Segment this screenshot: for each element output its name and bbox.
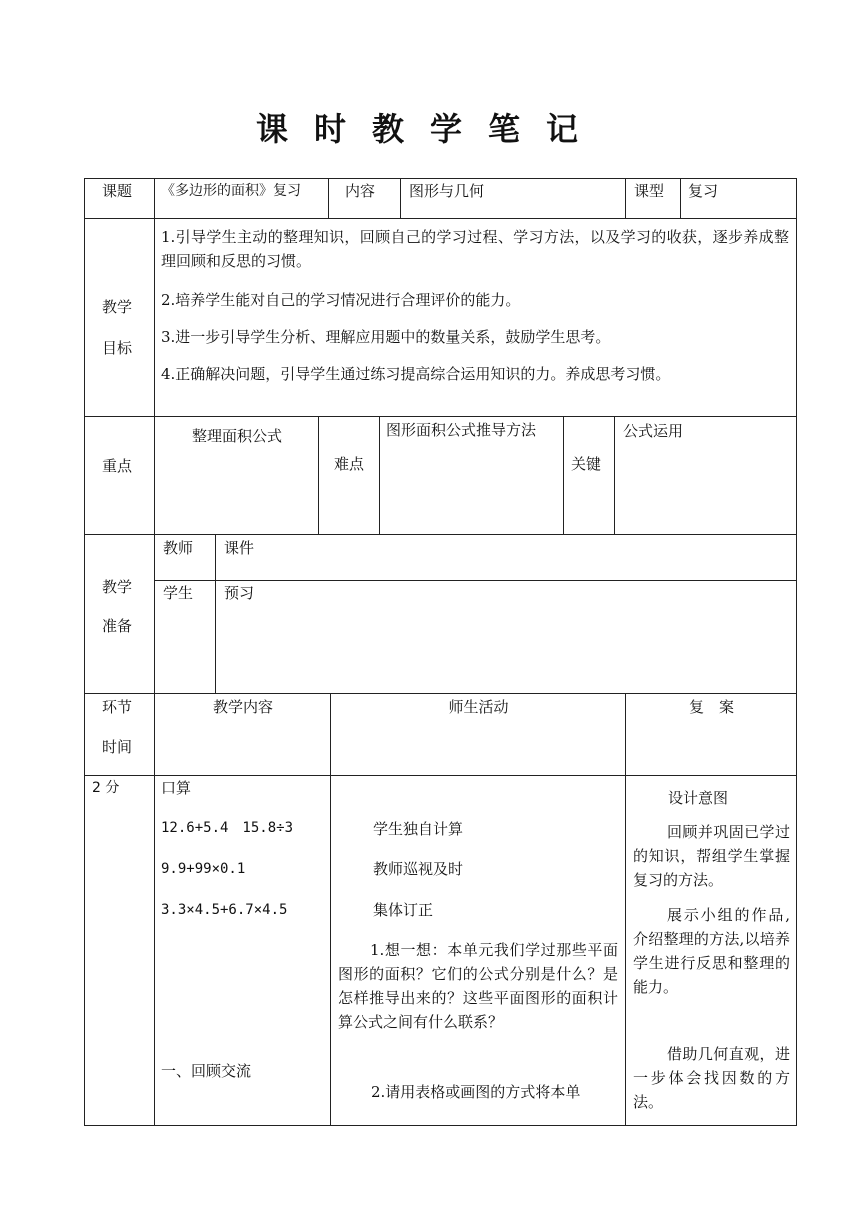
content-value: 图形与几何	[409, 182, 485, 200]
column-divider	[215, 534, 216, 693]
design-intent-paragraph: 借助几何直观，进一步体会找因数的方法。	[633, 1045, 790, 1111]
column-divider	[154, 178, 155, 1126]
activity-line: 学生独自计算	[373, 820, 464, 838]
row-divider	[84, 775, 797, 776]
math-expression: 12.6+5.4 15.8÷3	[161, 820, 294, 836]
row-divider	[155, 580, 797, 581]
stage-label-2: 时间	[102, 738, 133, 756]
difficult-point-label: 难点	[334, 455, 365, 473]
table-border-right	[796, 178, 797, 1126]
activity-paragraph: 1.想一想：本单元我们学过那些平面图形的面积？它们的公式分别是什么？是怎样推导出来的？这些平面图形的面积计算公式之间有什么联系？	[338, 941, 618, 1031]
row-divider	[84, 534, 797, 535]
design-intent-title: 设计意图	[668, 789, 729, 807]
topic-value: 《多边形的面积》复习	[161, 183, 301, 199]
column-divider	[625, 178, 626, 218]
objective-item: 4.正确解决问题，引导学生通过练习提高综合运用知识的力。养成思考习惯。	[161, 365, 671, 383]
column-divider	[379, 416, 380, 534]
objectives-label-1: 教学	[102, 298, 133, 316]
content-label: 内容	[345, 182, 376, 200]
lesson-type-value: 复习	[688, 182, 719, 200]
mental-math-title: 口算	[161, 779, 192, 797]
math-expression: 3.3×4.5+6.7×4.5	[161, 902, 288, 918]
stage-label-1: 环节	[102, 698, 133, 716]
student-value: 预习	[224, 584, 255, 602]
activity-paragraph: 2.请用表格或画图的方式将本单	[371, 1083, 581, 1101]
table-border-top	[84, 178, 797, 179]
row-divider	[84, 218, 797, 219]
time-value: 2 分	[92, 780, 120, 796]
column-divider	[330, 693, 331, 1125]
column-divider	[328, 178, 329, 218]
objective-item: 3.进一步引导学生分析、理解应用题中的数量关系，鼓励学生思考。	[161, 328, 611, 346]
difficult-point-value: 图形面积公式推导方法	[386, 421, 537, 439]
crux-label: 关键	[571, 455, 602, 473]
column-divider	[625, 693, 626, 1125]
column-divider	[680, 178, 681, 218]
topic-label: 课题	[102, 182, 133, 200]
column-divider	[563, 416, 564, 534]
design-intent-paragraph: 回顾并巩固已学过的知识，帮组学生掌握复习的方法。	[633, 823, 790, 889]
lesson-type-label: 课型	[634, 182, 665, 200]
crux-value: 公式运用	[623, 422, 684, 440]
objectives-label-2: 目标	[102, 339, 133, 357]
content-header: 教学内容	[212, 698, 273, 716]
preparation-label-1: 教学	[102, 578, 133, 596]
preparation-label-2: 准备	[102, 617, 133, 635]
activity-header: 师生活动	[448, 698, 509, 716]
objective-item: 1.引导学生主动的整理知识，回顾自己的学习过程、学习方法，以及学习的收获，逐步养成整理回顾和反思的习惯。	[161, 228, 789, 270]
design-intent-paragraph: 展示小组的作品,介绍整理的方法,以培养学生进行反思和整理的能力。	[633, 906, 790, 996]
activity-line: 教师巡视及时	[373, 860, 464, 878]
objective-item: 2.培养学生能对自己的学习情况进行合理评价的能力。	[161, 291, 521, 309]
math-expression: 9.9+99×0.1	[161, 861, 246, 877]
column-divider	[400, 178, 401, 218]
key-point-label: 重点	[102, 457, 133, 475]
row-divider	[84, 693, 797, 694]
page-title: 课时教学笔记	[255, 110, 604, 148]
row-divider	[84, 416, 797, 417]
teacher-value: 课件	[224, 539, 255, 557]
column-divider	[614, 416, 615, 534]
section-title: 一、回顾交流	[161, 1062, 252, 1080]
table-border-left	[84, 178, 85, 1126]
table-border-bottom	[84, 1125, 797, 1126]
review-header: 复 案	[688, 698, 734, 716]
activity-line: 集体订正	[373, 901, 434, 919]
key-point-value: 整理面积公式	[191, 427, 282, 445]
teacher-label: 教师	[163, 539, 194, 557]
student-label: 学生	[163, 584, 194, 602]
